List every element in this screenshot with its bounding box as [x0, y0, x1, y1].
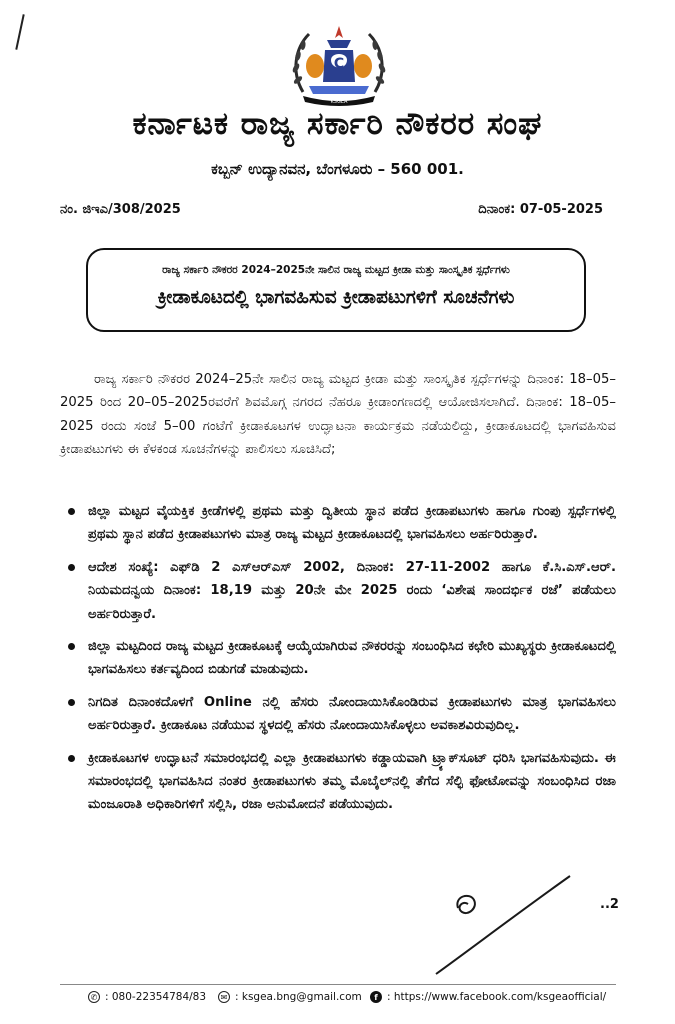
signature — [422, 870, 582, 980]
list-item-text: ಜಿಲ್ಲಾ ಮಟ್ಟದ ವೈಯಕ್ತಿಕ ಕ್ರೀಡೆಗಳಲ್ಲಿ ಪ್ರಥಮ ಮತ್ತು ದ್ವಿತೀಯ ಸ್ಥಾನ ಪಡೆದ ಕ್ರೀಡಾಪಟುಗಳು ಹಾಗೂ ಗುಂಪು ಸ್ಪರ್ಧೆಗಳಲ್ಲಿ ಪ್ರಥಮ ಸ್ಥಾನ ಪಡೆದ ಕ್ರೀಡಾಪಟುಗಳು ಮಾತ್ರ ರಾಜ್ಯ ಮಟ್ಟದ ಕ್ರೀಡಾಕೂಟದಲ್ಲಿ ಭಾಗವಹಿಸಲು ಅರ್ಹರಿರುತ್ತಾರೆ. — [88, 504, 616, 543]
page-continuation: ..2 — [600, 897, 619, 912]
instruction-list — [60, 500, 616, 817]
intro-paragraph — [60, 368, 616, 462]
footer-email — [218, 991, 362, 1003]
bullet-icon — [68, 643, 75, 650]
list-item-text: ಆದೇಶ ಸಂಖ್ಯೆ: ಎಫ್‌ಡಿ 2 ಎಸ್‌ಆರ್‌ಎಸ್ 2002, ದಿನಾಂಕ: 27-11-2002 ಹಾಗೂ ಕೆ.ಸಿ.ಎಸ್.ಆರ್. ನಿಯಮದನ್ವಯ ದಿನಾಂಕ: 18,19 ಮತ್ತು 20ನೇ ಮೇ 2025 ರಂದು ‘ವಿಶೇಷ ಸಾಂದರ್ಭಿಕ ರಜೆ’ ಪಡೆಯಲು ಅರ್ಹರಿರುತ್ತಾರೆ. — [88, 559, 616, 622]
list-item — [60, 500, 616, 547]
footer-phone — [88, 991, 206, 1003]
document-title: ಕ್ರೀಡಾಕೂಟದಲ್ಲಿ ಭಾಗವಹಿಸುವ ಕ್ರೀಡಾಪಟುಗಳಿಗೆ ಸೂಚನೆಗಳು — [157, 287, 515, 308]
phone-icon: ✆ — [88, 991, 100, 1003]
pen-stroke-mark — [15, 14, 24, 50]
bullet-icon — [68, 564, 75, 571]
emblem-banner-text: KSGEA — [330, 99, 348, 105]
list-item-text: ಕ್ರೀಡಾಕೂಟಗಳ ಉದ್ಘಾಟನೆ ಸಮಾರಂಭದಲ್ಲಿ ಎಲ್ಲಾ ಕ್ರೀಡಾಪಟುಗಳು ಕಡ್ಡಾಯವಾಗಿ ಟ್ರ್ಯಾಕ್‌ಸೂಟ್ ಧರಿಸಿ ಭಾಗವಹಿಸುವುದು. ಈ ಸಮಾರಂಭದಲ್ಲಿ ಭಾಗವಹಿಸಿದ ನಂತರ ಕ್ರೀಡಾಪಟುಗಳು ತಮ್ಮ ಮೊಬೈಲ್‌ನಲ್ಲಿ ತೆಗೆದ ಸೆಲ್ಫಿ ಫೋಟೋವನ್ನು ಸಂಬಂಧಿಸಿದ ರಜಾ ಮಂಜೂರಾತಿ ಅಧಿಕಾರಿಗಳಿಗೆ ಸಲ್ಲಿಸಿ, ರಜಾ ಅನುಮೋದನೆ ಪಡೆಯುವುದು. — [88, 750, 616, 813]
bullet-icon — [68, 508, 75, 515]
email-icon: ✉ — [218, 991, 230, 1003]
organization-address: ಕಬ್ಬನ್ ಉದ್ಯಾನವನ, ಬೆಂಗಳೂರು – 560 001. — [211, 160, 464, 178]
title-subtitle: ರಾಜ್ಯ ಸರ್ಕಾರಿ ನೌಕರರ 2024–2025ನೇ ಸಾಲಿನ ರಾಜ್ಯ ಮಟ್ಟದ ಕ್ರೀಡಾ ಮತ್ತು ಸಾಂಸ್ಕೃತಿಕ ಸ್ಪರ್ಧೆಗಳು — [162, 264, 510, 276]
list-item — [60, 635, 616, 682]
list-item — [60, 747, 616, 817]
bullet-icon — [68, 699, 75, 706]
list-item-text: ಜಿಲ್ಲಾ ಮಟ್ಟದಿಂದ ರಾಜ್ಯ ಮಟ್ಟದ ಕ್ರೀಡಾಕೂಟಕ್ಕೆ ಆಯ್ಕೆಯಾಗಿರುವ ನೌಕರರನ್ನು ಸಂಬಂಧಿಸಿದ ಕಛೇರಿ ಮುಖ್ಯಸ್ಥರು ಕ್ರೀಡಾಕೂಟದಲ್ಲಿ ಭಾಗವಹಿಸಲು ಕರ್ತವ್ಯದಿಂದ ಬಿಡುಗಡೆ ಮಾಡುವುದು. — [88, 639, 616, 678]
ksgea-emblem-logo — [289, 22, 389, 108]
reference-number: ನಂ. ಜಿಇಎ/308/2025 — [60, 202, 181, 217]
footer-divider — [60, 984, 616, 985]
title-box — [86, 248, 586, 332]
list-item-text: ನಿಗದಿತ ದಿನಾಂಕದೊಳಗೆ Online ನಲ್ಲಿ ಹೆಸರು ನೋಂದಾಯಿಸಿಕೊಂಡಿರುವ ಕ್ರೀಡಾಪಟುಗಳು ಮಾತ್ರ ಭಾಗವಹಿಸಲು ಅರ್ಹರಿರುತ್ತಾರೆ. ಕ್ರೀಡಾಕೂಟ ನಡೆಯುವ ಸ್ಥಳದಲ್ಲಿ ಹೆಸರು ನೋಂದಾಯಿಸಿಕೊಳ್ಳಲು ಅವಕಾಶವಿರುವುದಿಲ್ಲ. — [88, 694, 616, 734]
email-text: : ksgea.bng@gmail.com — [235, 991, 362, 1003]
list-item — [60, 691, 616, 738]
facebook-link[interactable]: : https://www.facebook.com/ksgeaofficial/ — [387, 991, 607, 1003]
phone-text: : 080-22354784/83 — [105, 991, 207, 1003]
footer-facebook[interactable] — [370, 991, 606, 1003]
intro-text: ರಾಜ್ಯ ಸರ್ಕಾರಿ ನೌಕರರ 2024–25ನೇ ಸಾಲಿನ ರಾಜ್ಯ ಮಟ್ಟದ ಕ್ರೀಡಾ ಮತ್ತು ಸಾಂಸ್ಕೃತಿಕ ಸ್ಪರ್ಧೆಗಳನ್ನು ದಿನಾಂಕ: 18–05–2025 ರಿಂದ 20–05–2025ರವರೆಗೆ ಶಿವಮೊಗ್ಗ ನಗರದ ನೆಹರೂ ಕ್ರೀಡಾಂಗಣದಲ್ಲಿ ಆಯೋಜಿಸಲಾಗಿದೆ. ದಿನಾಂಕ: 18–05–2025 ರಂದು ಸಂಜೆ 5–00 ಗಂಟೆಗೆ ಕ್ರೀಡಾಕೂಟಗಳ ಉದ್ಘಾಟನಾ ಕಾರ್ಯಕ್ರಮ ನಡೆಯಲಿದ್ದು, ಕ್ರೀಡಾಕೂಟದಲ್ಲಿ ಭಾಗವಹಿಸುವ ಕ್ರೀಡಾಪಟುಗಳು ಈ ಕೆಳಕಂಡ ಸೂಚನೆಗಳನ್ನು ಪಾಲಿಸಲು ಸೂಚಿಸಿದೆ; — [60, 372, 616, 458]
bullet-icon — [68, 755, 75, 762]
list-item — [60, 556, 616, 626]
reference-date: ದಿನಾಂಕ: 07-05-2025 — [478, 202, 603, 217]
svg-text:C: C — [333, 56, 345, 72]
facebook-icon: f — [370, 991, 382, 1003]
organization-name: ಕರ್ನಾಟಕ ರಾಜ್ಯ ಸರ್ಕಾರಿ ನೌಕರರ ಸಂಘ — [132, 106, 543, 142]
